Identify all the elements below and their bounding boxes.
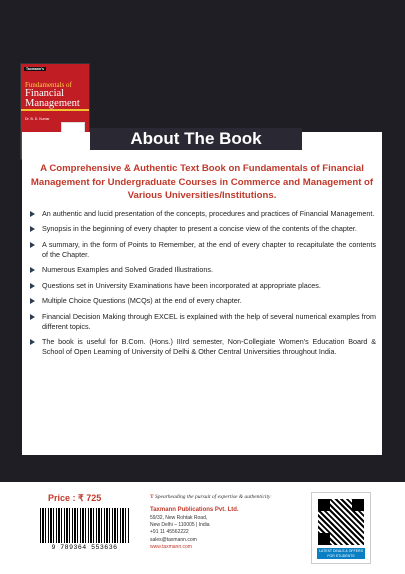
qr-caption: LATEST DEALS & OFFERS FOR STUDENTS bbox=[317, 548, 365, 559]
publisher-tagline bbox=[150, 494, 270, 500]
qr-code-box[interactable] bbox=[311, 492, 371, 564]
thumb-title-line1: Fundamentals of bbox=[25, 81, 72, 89]
feature-item: A summary, in the form of Points to Remember, at the end of every chapter to recapitulate the contents of the Chapter. bbox=[30, 240, 376, 260]
feature-item: Multiple Choice Questions (MCQs) at the end of every chapter. bbox=[30, 296, 376, 306]
about-heading: About The Book bbox=[90, 128, 302, 150]
thumb-author: Dr. B. D. Kumar bbox=[25, 117, 50, 121]
feature-item: Questions set in University Examinations have been incorporated at appropriate places. bbox=[30, 281, 376, 291]
email-address[interactable]: sales@taxmann.com bbox=[150, 536, 197, 543]
thumb-title-line2: Financial Management bbox=[25, 88, 80, 109]
website-link[interactable]: www.taxmann.com bbox=[150, 543, 192, 550]
publisher-address bbox=[150, 515, 210, 551]
address-line1: 59/32, New Rohtak Road, bbox=[150, 515, 208, 521]
price-label: Price : ₹ 725 bbox=[48, 493, 102, 503]
isbn-barcode bbox=[35, 506, 134, 554]
barcode-digits: 9 789364 553636 bbox=[51, 544, 118, 551]
phone-number: +91 11 45562222 bbox=[150, 529, 189, 536]
book-subtitle: A Comprehensive & Authentic Text Book on Fundamentals of Financial Management for Undergraduate Courses in Commerce and Management of Various Universities/Institutions. bbox=[30, 163, 374, 201]
address-line2: New Delhi – 110005 | India bbox=[150, 522, 210, 529]
feature-item: An authentic and lucid presentation of the concepts, procedures and practices of Financial Management. bbox=[30, 209, 376, 219]
tagline-text: Spearheading the pursuit of expertise & authenticity bbox=[155, 494, 271, 500]
company-name: Taxmann Publications Pvt. Ltd. bbox=[150, 507, 239, 513]
thumb-band bbox=[21, 109, 89, 111]
feature-item: Synopsis in the beginning of every chapter to present a concise view of the contents of the chapter. bbox=[30, 224, 376, 234]
qr-code-icon bbox=[318, 499, 364, 545]
publisher-brand: Taxmann's bbox=[26, 67, 44, 71]
feature-item: Financial Decision Making through EXCEL is explained with the help of several numerical examples from different topics. bbox=[30, 312, 376, 332]
feature-item: Numerous Examples and Solved Graded Illustrations. bbox=[30, 265, 376, 275]
barcode-bars bbox=[40, 508, 129, 543]
feature-list bbox=[30, 209, 376, 363]
feature-item: The book is useful for B.Com. (Hons.) IIIrd semester, Non-Collegiate Women's Education Board & School of Open Learning of University of Delhi & Other Central Universities throughout India. bbox=[30, 337, 376, 357]
taxmann-logo-icon: T bbox=[150, 494, 154, 500]
